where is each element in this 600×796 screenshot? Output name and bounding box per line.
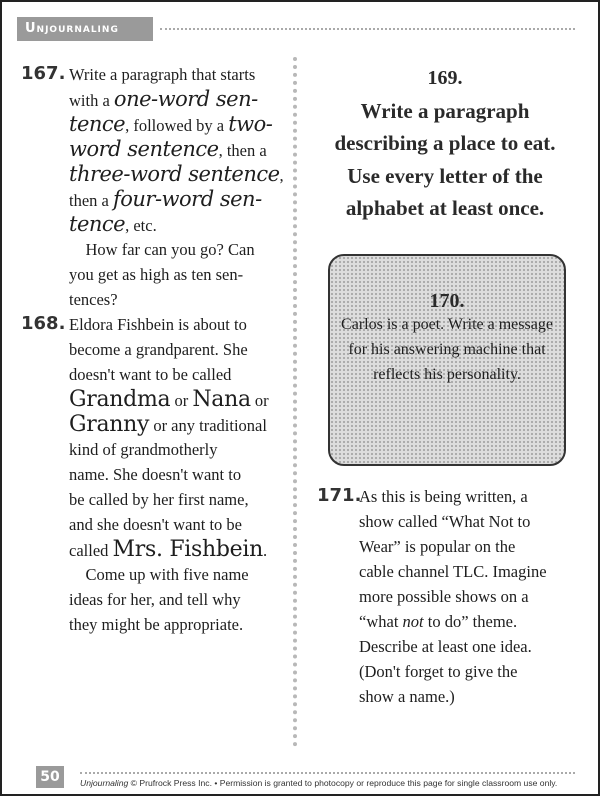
text-segment: show a name.) (359, 687, 455, 706)
text-segment: to do” theme. (423, 612, 518, 631)
emphasized-text: Nana (192, 387, 251, 412)
text-line (69, 187, 284, 212)
prompt-171-number: 171. (317, 485, 362, 506)
text-line (69, 312, 269, 337)
text-segment: As this is being written, a (359, 487, 528, 506)
text-line (69, 562, 269, 587)
text-line (69, 287, 284, 312)
column-divider (293, 57, 297, 747)
prompt-170-line: reflects his personality. (373, 366, 521, 383)
text-segment: Come up with five name (69, 565, 249, 584)
emphasized-text: two- (228, 112, 273, 136)
text-line (69, 462, 269, 487)
text-line (359, 534, 547, 559)
text-segment: show called “What Not to (359, 512, 531, 531)
footer-book-title: Unjournaling (80, 778, 129, 788)
text-segment: Eldora Fishbein is about to (69, 315, 247, 334)
text-line (69, 62, 284, 87)
text-segment: . (263, 541, 268, 560)
text-segment: name. She doesn't want to (69, 465, 242, 484)
text-line (359, 609, 547, 634)
text-line (69, 237, 284, 262)
text-line (69, 362, 269, 387)
text-segment: or (170, 391, 193, 410)
text-segment: , then a (218, 141, 267, 160)
text-segment: , etc. (125, 216, 157, 235)
text-line (69, 512, 269, 537)
text-line (359, 659, 547, 684)
emphasized-text: word sentence (69, 137, 219, 161)
footer-divider (80, 772, 575, 774)
text-line (69, 87, 284, 112)
text-segment: , (279, 166, 284, 185)
text-line (69, 412, 269, 437)
emphasized-text: one-word sen- (113, 87, 258, 111)
text-segment: or any traditional (149, 416, 267, 435)
text-line (69, 212, 284, 237)
text-segment: “what (359, 612, 403, 631)
emphasized-text: four-word sen- (112, 187, 262, 211)
prompt-167-number: 167. (21, 63, 66, 84)
text-segment: more possible shows on a (359, 587, 529, 606)
text-line (359, 559, 547, 584)
text-line (69, 537, 269, 562)
footer-text (80, 778, 595, 789)
text-segment: Wear” is popular on the (359, 537, 516, 556)
emphasized-text: Grandma (69, 387, 171, 412)
prompt-169-line: alphabet at least once. (345, 196, 545, 220)
footer-copyright: © Prufrock Press Inc. • Permission is granted to photocopy or reproduce this page for single classroom use only. (128, 778, 558, 788)
emphasized-text: Mrs. Fishbein (112, 537, 264, 562)
text-segment: become a grandparent. She (69, 340, 248, 359)
text-segment: kind of grandmotherly (69, 440, 218, 459)
prompt-168-text (69, 312, 269, 637)
prompt-169-line: describing a place to eat. (334, 131, 556, 155)
text-line (69, 337, 269, 362)
text-segment: , followed by a (125, 116, 229, 135)
text-line (69, 162, 284, 187)
text-segment: with a (69, 91, 114, 110)
text-segment: then a (69, 191, 113, 210)
page-number: 50 (36, 766, 64, 788)
text-segment: and she doesn't want to be (69, 515, 242, 534)
text-line (359, 509, 547, 534)
text-segment: cable channel TLC. Imagine (359, 562, 547, 581)
text-segment: How far can you go? Can (69, 240, 255, 259)
text-segment: or (250, 391, 269, 410)
text-segment: be called by her first name, (69, 490, 249, 509)
text-segment: doesn't want to be called (69, 365, 232, 384)
text-line (69, 387, 269, 412)
text-line (69, 112, 284, 137)
emphasized-text: tence (69, 212, 126, 236)
text-segment: Describe at least one idea. (359, 637, 532, 656)
prompt-170-line: Carlos is a poet. Write a message (341, 316, 553, 333)
text-line (359, 584, 547, 609)
text-line (69, 587, 269, 612)
prompt-170-number: 170. (429, 290, 465, 312)
text-line (359, 634, 547, 659)
prompt-167-text (69, 62, 284, 312)
text-segment: they might be appropriate. (69, 615, 244, 634)
emphasized-text: not (402, 612, 424, 631)
text-line (69, 612, 269, 637)
text-line (69, 487, 269, 512)
text-segment: ideas for her, and tell why (69, 590, 241, 609)
text-segment: called (69, 541, 113, 560)
prompt-169-number: 169. (427, 67, 463, 89)
header-divider (160, 28, 575, 30)
text-line (69, 262, 284, 287)
text-line (69, 437, 269, 462)
text-line (359, 484, 547, 509)
prompt-171-text (359, 484, 547, 709)
emphasized-text: Granny (69, 412, 150, 437)
prompt-170-box (328, 254, 566, 466)
text-segment: (Don't forget to give the (359, 662, 518, 681)
prompt-169-line: Write a paragraph (360, 98, 530, 123)
emphasized-text: three-word sentence (69, 162, 280, 186)
prompt-168-number: 168. (21, 313, 66, 334)
prompt-169 (305, 62, 585, 225)
emphasized-text: tence (69, 112, 126, 136)
text-line (359, 684, 547, 709)
text-segment: you get as high as ten sen- (69, 265, 244, 284)
section-header: Unjournaling (17, 17, 153, 41)
text-segment: tences? (69, 290, 118, 309)
text-segment: Write a paragraph that starts (69, 65, 256, 84)
text-line (69, 137, 284, 162)
prompt-170-line: for his answering machine that (348, 341, 546, 358)
prompt-169-line: Use every letter of the (347, 163, 543, 188)
